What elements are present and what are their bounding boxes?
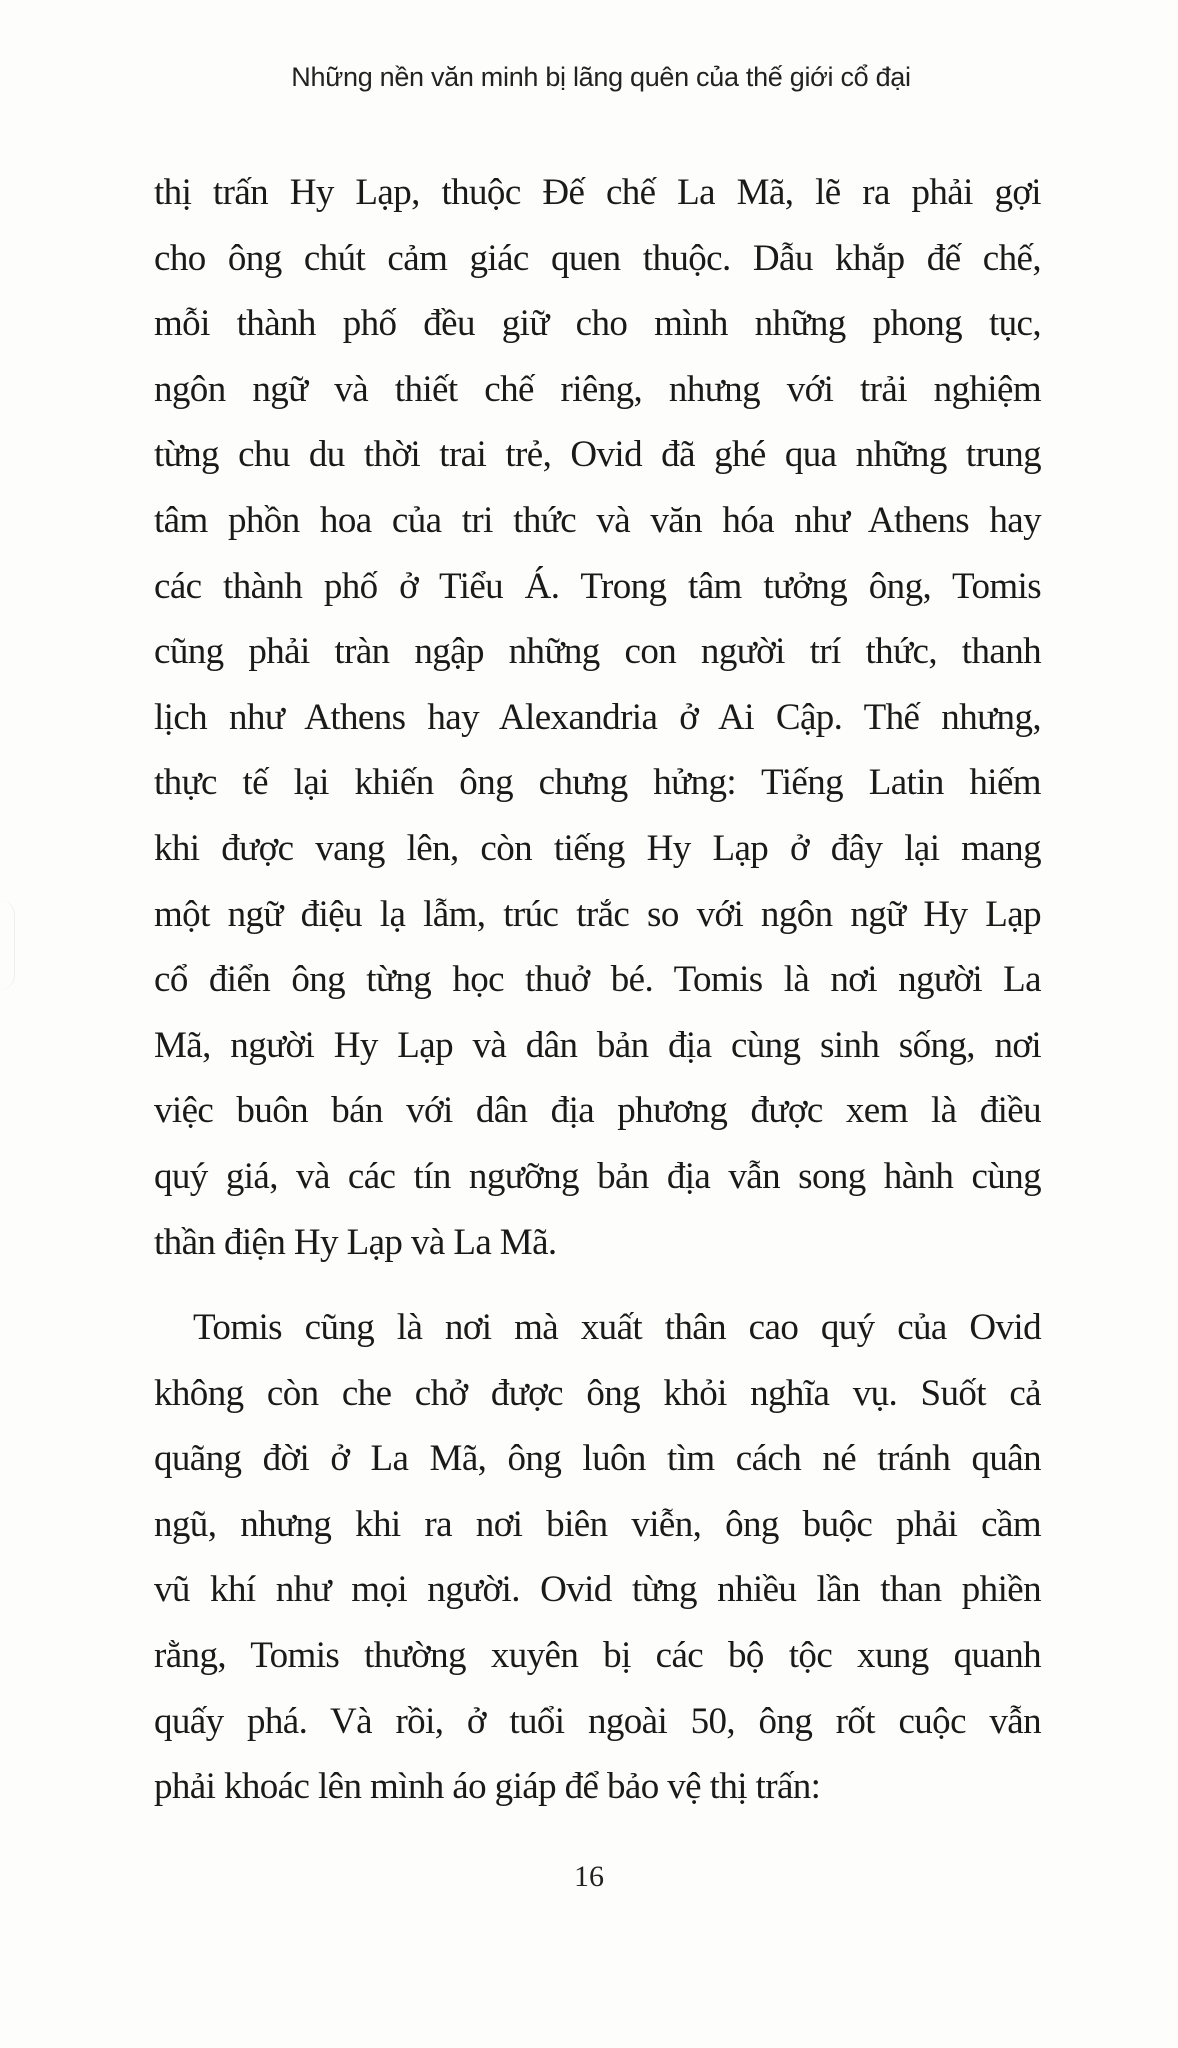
text-line: không còn che chở được ông khỏi nghĩa vụ. Suốt cả	[154, 1372, 1041, 1414]
text-line: phải khoác lên mình áo giáp để bảo vệ thị trấn:	[154, 1766, 821, 1808]
text-line: ngũ, nhưng khi ra nơi biên viễn, ông buộc phải cầm	[154, 1503, 1041, 1545]
text-line: các thành phố ở Tiểu Á. Trong tâm tưởng ông, Tomis	[154, 565, 1041, 607]
running-head: Những nền văn minh bị lãng quên của thế giới cổ đại	[291, 62, 911, 92]
text-line: Mã, người Hy Lạp và dân bản địa cùng sinh sống, nơi	[154, 1024, 1041, 1066]
page-edge-shadow	[0, 900, 15, 990]
body-text	[154, 160, 1041, 1840]
text-line: vũ khí như mọi người. Ovid từng nhiều lần than phiền	[154, 1569, 1041, 1611]
text-line: mỗi thành phố đều giữ cho mình những phong tục,	[154, 303, 1041, 345]
paragraph	[154, 1295, 1041, 1820]
text-line: Tomis cũng là nơi mà xuất thân cao quý của Ovid	[193, 1307, 1041, 1349]
text-line: thần điện Hy Lạp và La Mã.	[154, 1221, 557, 1263]
text-line: ngôn ngữ và thiết chế riêng, nhưng với trải nghiệm	[154, 368, 1041, 410]
text-line: quãng đời ở La Mã, ông luôn tìm cách né tránh quân	[154, 1438, 1041, 1480]
text-line: một ngữ điệu lạ lẫm, trúc trắc so với ngôn ngữ Hy Lạp	[154, 893, 1041, 935]
paragraph	[154, 160, 1041, 1275]
text-line: khi được vang lên, còn tiếng Hy Lạp ở đây lại mang	[154, 827, 1041, 869]
text-line: việc buôn bán với dân địa phương được xem là điều	[154, 1090, 1041, 1132]
text-line: từng chu du thời trai trẻ, Ovid đã ghé qua những trung	[154, 434, 1041, 476]
text-line: thực tế lại khiến ông chưng hửng: Tiếng Latin hiếm	[154, 762, 1041, 804]
text-line: thị trấn Hy Lạp, thuộc Đế chế La Mã, lẽ ra phải gợi	[154, 172, 1041, 213]
text-line: quấy phá. Và rồi, ở tuổi ngoài 50, ông rốt cuộc vẫn	[154, 1700, 1041, 1742]
text-line: cổ điển ông từng học thuở bé. Tomis là nơi người La	[154, 959, 1041, 1001]
text-line: cũng phải tràn ngập những con người trí thức, thanh	[154, 631, 1041, 673]
text-line: rằng, Tomis thường xuyên bị các bộ tộc xung quanh	[154, 1635, 1041, 1677]
page-number: 16	[574, 1860, 604, 1893]
text-line: cho ông chút cảm giác quen thuộc. Dẫu khắp đế chế,	[154, 237, 1041, 279]
text-line: tâm phồn hoa của tri thức và văn hóa như Athens hay	[154, 499, 1041, 541]
text-line: quý giá, và các tín ngưỡng bản địa vẫn song hành cùng	[154, 1155, 1041, 1197]
text-line: lịch như Athens hay Alexandria ở Ai Cập. Thế nhưng,	[154, 696, 1041, 738]
